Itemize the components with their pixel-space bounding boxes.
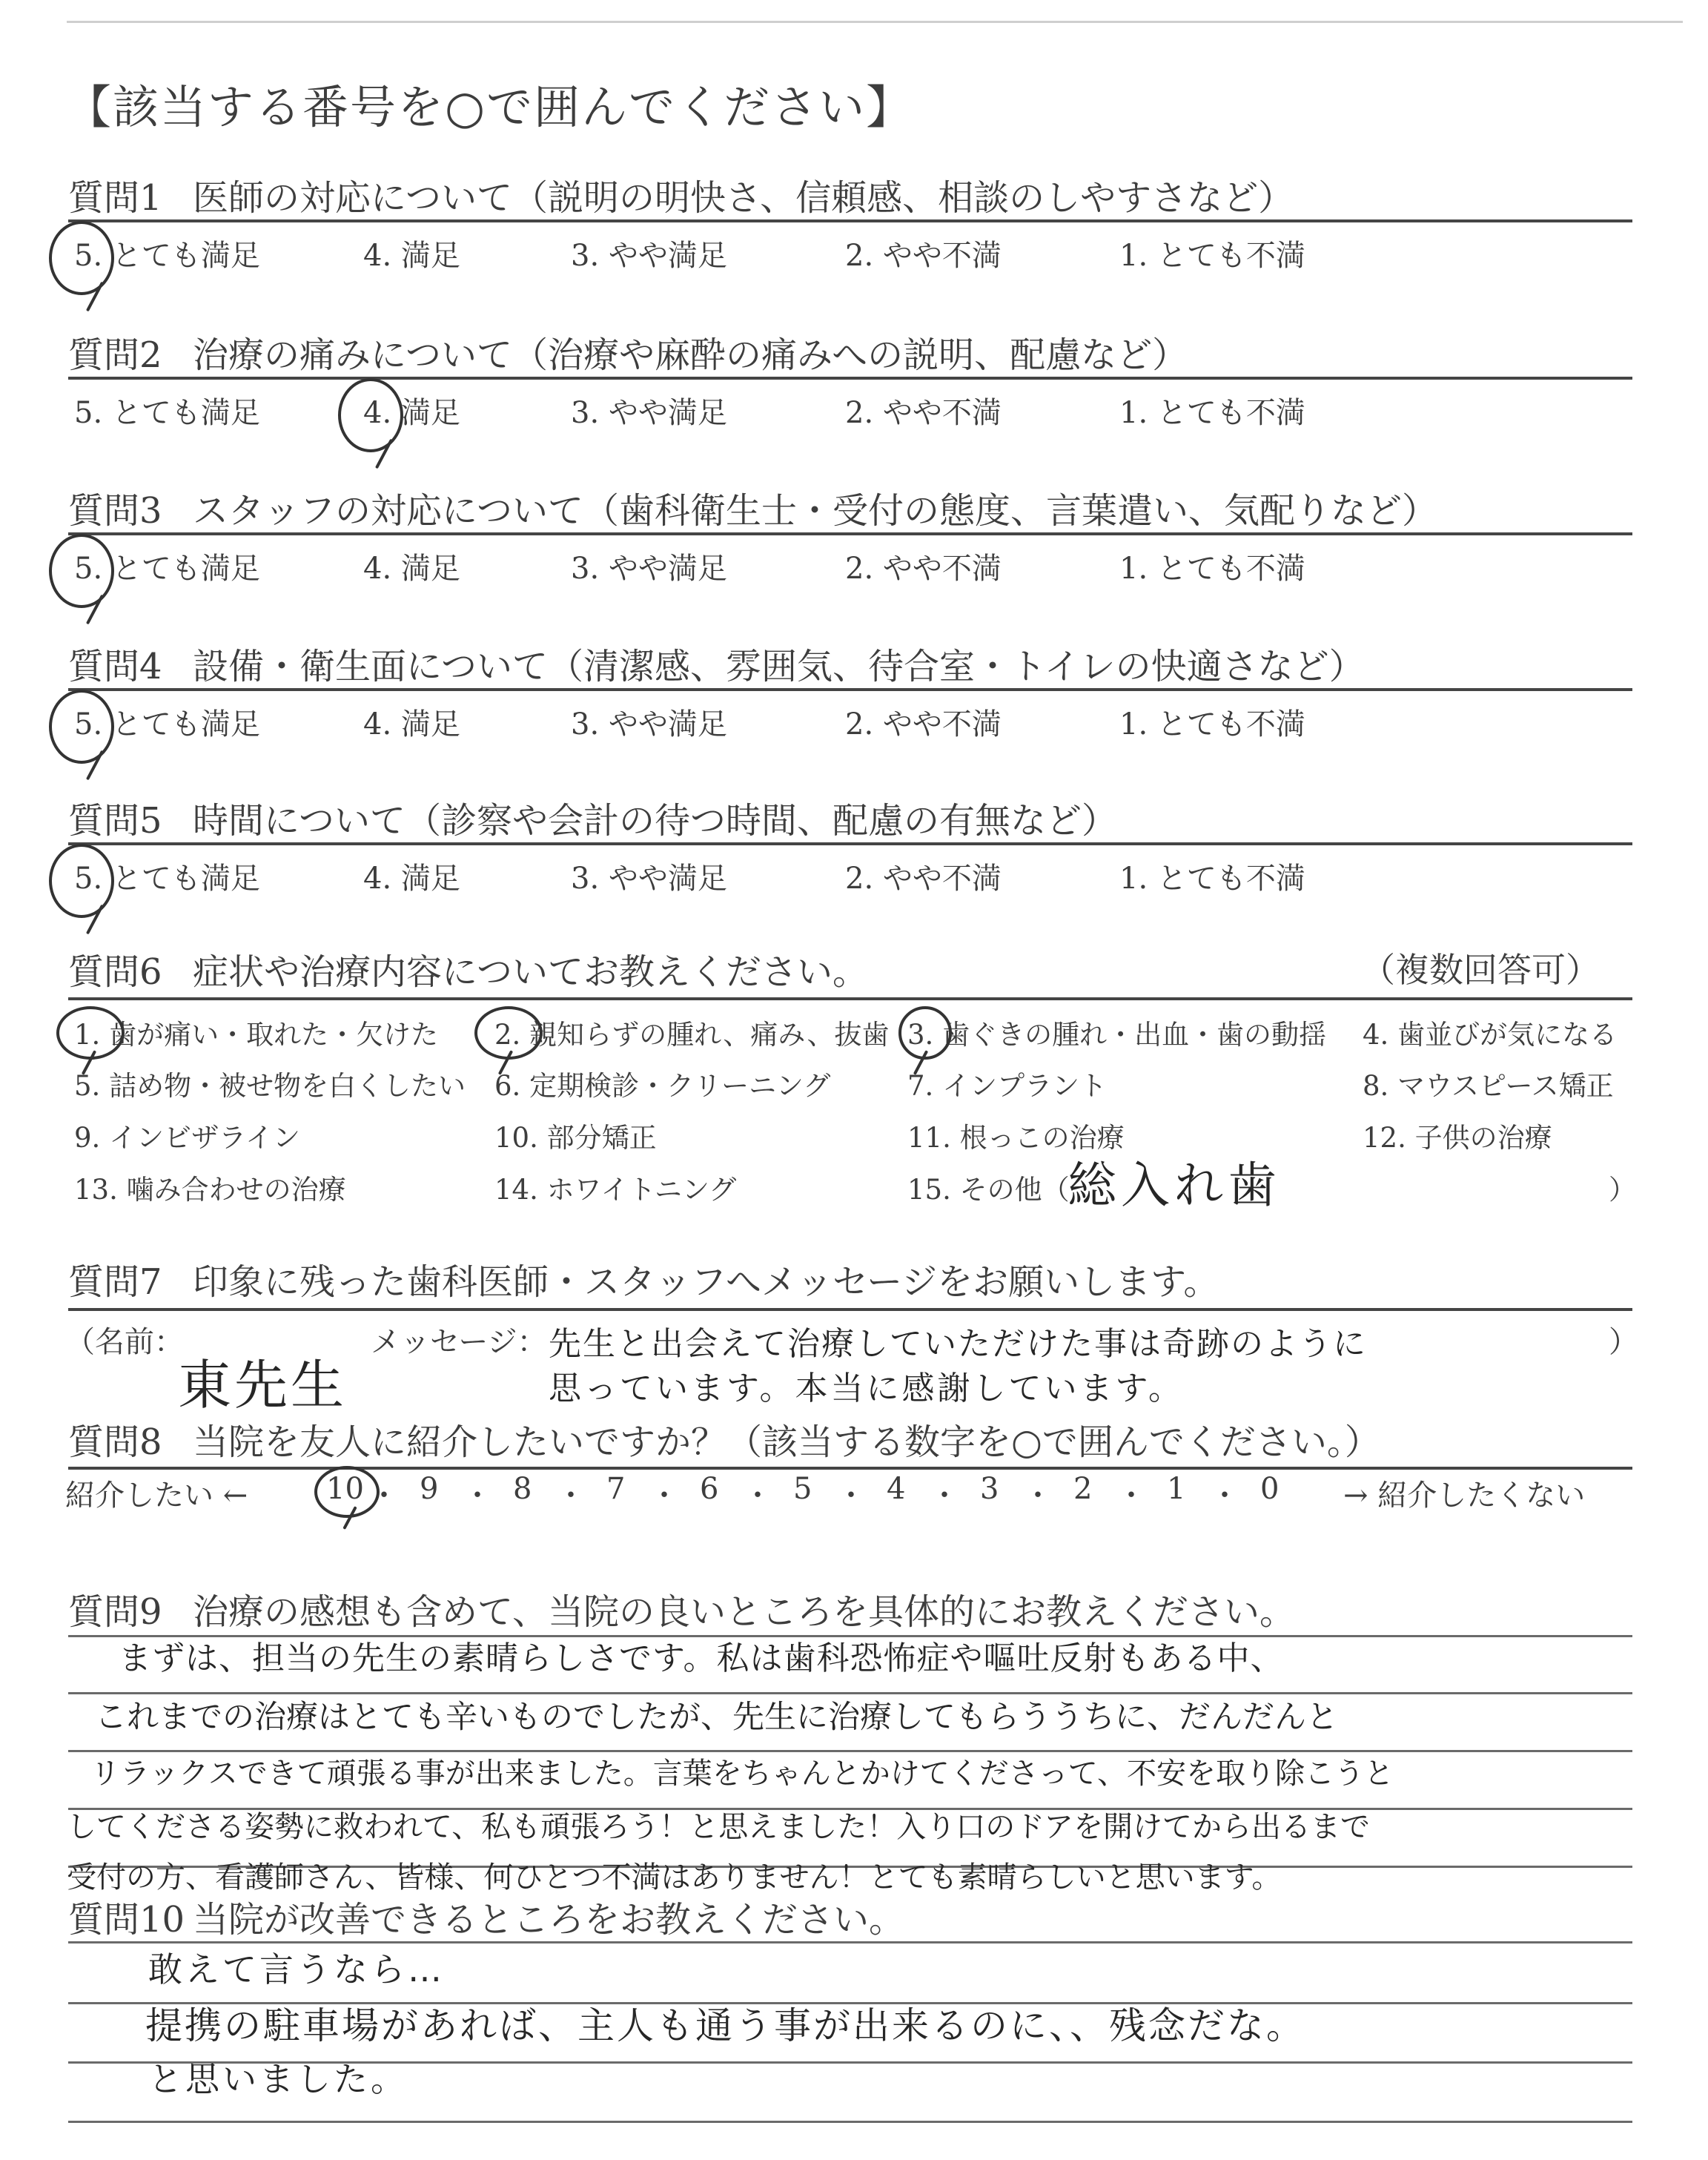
page-title: 【該当する番号を○で囲んでください】 <box>65 80 914 134</box>
q8-scale-3[interactable]: 3 <box>980 1472 999 1506</box>
selection-circle-q5 <box>49 844 114 918</box>
q3-option-3[interactable]: 3. やや満足 <box>571 552 727 586</box>
q2-option-5[interactable]: 5. とても満足 <box>74 396 260 430</box>
q5-option-3[interactable]: 3. やや満足 <box>571 862 727 896</box>
q6-other-handwritten: 総入れ歯 <box>1068 1157 1281 1214</box>
q5-option-5[interactable]: 5. とても満足 <box>74 862 260 896</box>
q2-number: 質問2 <box>68 334 162 376</box>
q6-item-5[interactable]: 5. 詰め物・被せ物を白くしたい <box>74 1070 466 1102</box>
q4-rule <box>68 688 1632 691</box>
q8-scale-0[interactable]: 0 <box>1260 1472 1280 1506</box>
q4-text: 設備・衛生面について（清潔感、雰囲気、待合室・トイレの快適さなど） <box>193 646 1365 687</box>
q6-item-12[interactable]: 12. 子供の治療 <box>1363 1122 1552 1154</box>
q1-option-3[interactable]: 3. やや満足 <box>571 239 727 273</box>
q6-item-10[interactable]: 10. 部分矯正 <box>494 1122 657 1154</box>
q9-answer-line-3: リラックスできて頑張る事が出来ました。言葉をちゃんとかけてくださって、不安を取り除こうと <box>90 1757 1394 1791</box>
q7-name-label: （名前： <box>65 1325 184 1359</box>
q2-title <box>68 326 1188 377</box>
q1-option-1[interactable]: 1. とても不満 <box>1119 239 1305 273</box>
q6-item-13[interactable]: 13. 噛み合わせの治療 <box>74 1174 346 1206</box>
q7-title <box>68 1253 1219 1304</box>
q7-message-label: メッセージ： <box>371 1325 547 1359</box>
q8-scale-separator: ・ <box>743 1479 772 1513</box>
q3-option-1[interactable]: 1. とても不満 <box>1119 552 1305 586</box>
q9-answer-line-1: まずは、担当の先生の素晴らしさです。私は歯科恐怖症や嘔吐反射もある中、 <box>119 1639 1284 1677</box>
q8-scale-4[interactable]: 4 <box>887 1472 906 1506</box>
q5-text: 時間について（診察や会計の待つ時間、配慮の有無など） <box>193 800 1118 842</box>
q8-scale-separator: ・ <box>836 1479 866 1513</box>
q4-option-3[interactable]: 3. やや満足 <box>571 707 727 742</box>
selection-circle-q8-10 <box>314 1466 380 1518</box>
q8-scale-9[interactable]: 9 <box>420 1472 439 1506</box>
selection-circle-q6-2 <box>474 1006 543 1060</box>
q3-title <box>68 482 1437 533</box>
q8-left-label: 紹介したい ← <box>65 1479 248 1513</box>
q7-message-line1: 先生と出会えて治療していただけた事は奇跡のように <box>549 1325 1367 1363</box>
q8-scale-separator: ・ <box>1210 1479 1239 1513</box>
q8-title <box>68 1413 1380 1464</box>
q8-scale-2[interactable]: 2 <box>1073 1472 1093 1506</box>
q3-option-4[interactable]: 4. 満足 <box>363 552 460 586</box>
q8-text: 当院を友人に紹介したいですか？（該当する数字を○で囲んでください。） <box>193 1421 1380 1463</box>
q6-item-1[interactable]: 1. 歯が痛い・取れた・欠けた <box>74 1019 439 1051</box>
q3-number: 質問3 <box>68 490 162 532</box>
q9-number: 質問9 <box>68 1591 162 1633</box>
q1-number: 質問1 <box>68 177 162 219</box>
q1-title <box>68 169 1294 220</box>
q6-rule <box>68 997 1632 1000</box>
selection-circle-q2 <box>338 378 403 452</box>
q6-item-11[interactable]: 11. 根っこの治療 <box>907 1122 1125 1154</box>
q4-option-1[interactable]: 1. とても不満 <box>1119 707 1305 742</box>
q4-option-5[interactable]: 5. とても満足 <box>74 707 260 742</box>
q10-title <box>68 1891 904 1942</box>
q9-answer-line-4: してくださる姿勢に救われて、私も頑張ろう！と思えました！入り口のドアを開けてから出るまで <box>67 1810 1370 1844</box>
q2-option-1[interactable]: 1. とても不満 <box>1119 396 1305 430</box>
q5-option-4[interactable]: 4. 満足 <box>363 862 460 896</box>
q5-option-1[interactable]: 1. とても不満 <box>1119 862 1305 896</box>
q8-right-label: → 紹介したくない <box>1343 1479 1586 1513</box>
q8-scale-separator: ・ <box>649 1479 679 1513</box>
q5-title <box>68 792 1117 843</box>
q7-rule <box>68 1308 1632 1311</box>
q2-option-4[interactable]: 4. 満足 <box>363 396 460 430</box>
q3-rule <box>68 532 1632 535</box>
q10-answer-line-2: 提携の駐車場があれば、主人も通う事が出来るのに、、残念だな。 <box>145 2004 1305 2047</box>
q6-item-15[interactable]: 15. その他（ <box>907 1174 1070 1206</box>
selection-circle-q6-1 <box>56 1006 125 1060</box>
q4-option-4[interactable]: 4. 満足 <box>363 707 460 742</box>
q1-option-2[interactable]: 2. やや不満 <box>845 239 1002 273</box>
q8-scale-1[interactable]: 1 <box>1167 1472 1186 1506</box>
q4-title <box>68 638 1365 689</box>
q10-number: 質問10 <box>68 1899 185 1941</box>
q2-option-3[interactable]: 3. やや満足 <box>571 396 727 430</box>
q8-scale-8[interactable]: 8 <box>513 1472 532 1506</box>
q5-rule <box>68 842 1632 845</box>
q10-answer-line-1: 敢えて言うなら… <box>148 1949 445 1989</box>
q8-scale-separator: ・ <box>463 1479 492 1513</box>
q10-answer-line-3: と思いました。 <box>148 2059 408 2099</box>
q2-option-2[interactable]: 2. やや不満 <box>845 396 1002 430</box>
q7-text: 印象に残った歯科医師・スタッフへメッセージをお願いします。 <box>193 1261 1219 1303</box>
q9-answer-line-2: これまでの治療はとても辛いものでしたが、先生に治療してもらううちに、だんだんと <box>95 1699 1338 1736</box>
q7-close: ） <box>1609 1325 1638 1359</box>
q2-rule <box>68 377 1632 380</box>
q6-other-close: ） <box>1609 1174 1636 1206</box>
q6-text: 症状や治療内容についてお教えください。 <box>193 951 869 993</box>
q7-name-handwritten: 東先生 <box>178 1354 348 1416</box>
q8-rule <box>68 1467 1632 1470</box>
selection-circle-q1 <box>49 221 114 295</box>
q8-scale-7[interactable]: 7 <box>606 1472 626 1506</box>
q6-item-6[interactable]: 6. 定期検診・クリーニング <box>494 1070 831 1102</box>
q6-title <box>68 943 868 994</box>
q1-option-4[interactable]: 4. 満足 <box>363 239 460 273</box>
q5-number: 質問5 <box>68 800 162 842</box>
q1-rule <box>68 219 1632 222</box>
q6-note: （複数回答可） <box>1361 950 1600 990</box>
q3-option-5[interactable]: 5. とても満足 <box>74 552 260 586</box>
q8-scale-separator: ・ <box>930 1479 959 1513</box>
q8-scale-separator: ・ <box>556 1479 586 1513</box>
q10-line <box>68 2121 1632 2123</box>
q6-number: 質問6 <box>68 951 162 993</box>
q5-option-2[interactable]: 2. やや不満 <box>845 862 1002 896</box>
q2-text: 治療の痛みについて（治療や麻酔の痛みへの説明、配慮など） <box>193 334 1188 376</box>
q7-number: 質問7 <box>68 1261 162 1303</box>
q8-scale-separator: ・ <box>369 1479 399 1513</box>
selection-circle-q4 <box>49 690 114 764</box>
selection-circle-q3 <box>49 534 114 608</box>
top-edge-line <box>67 21 1683 23</box>
q6-item-3[interactable]: 3. 歯ぐきの腫れ・出血・歯の動揺 <box>907 1019 1327 1051</box>
q6-item-4[interactable]: 4. 歯並びが気になる <box>1363 1019 1618 1051</box>
q9-title <box>68 1583 1295 1634</box>
q1-text: 医師の対応について（説明の明快さ、信頼感、相談のしやすさなど） <box>193 177 1294 219</box>
q8-scale-10[interactable]: 10 <box>326 1472 364 1506</box>
q8-scale-5[interactable]: 5 <box>793 1472 812 1506</box>
q10-text: 当院が改善できるところをお教えください。 <box>193 1899 905 1941</box>
q6-item-2[interactable]: 2. 親知らずの腫れ、痛み、抜歯 <box>494 1019 890 1051</box>
q3-text: スタッフの対応について（歯科衛生士・受付の態度、言葉遣い、気配りなど） <box>193 490 1438 532</box>
q6-item-14[interactable]: 14. ホワイトニング <box>494 1174 737 1206</box>
q8-scale-separator: ・ <box>1023 1479 1053 1513</box>
q7-message-line2: 思っています。本当に感謝しています。 <box>549 1370 1184 1407</box>
q8-scale-6[interactable]: 6 <box>700 1472 719 1506</box>
q3-option-2[interactable]: 2. やや不満 <box>845 552 1002 586</box>
q8-number: 質問8 <box>68 1421 162 1463</box>
q9-text: 治療の感想も含めて、当院の良いところを具体的にお教えください。 <box>193 1591 1296 1633</box>
q6-item-7[interactable]: 7. インプラント <box>907 1070 1108 1102</box>
q6-item-9[interactable]: 9. インビザライン <box>74 1122 300 1154</box>
q4-option-2[interactable]: 2. やや不満 <box>845 707 1002 742</box>
q1-option-5[interactable]: 5. とても満足 <box>74 239 260 273</box>
q8-scale-separator: ・ <box>1116 1479 1146 1513</box>
q9-answer-line-5: 受付の方、看護師さん、皆様、何ひとつ不満はありません！とても素晴らしいと思います。 <box>67 1860 1282 1895</box>
q4-number: 質問4 <box>68 646 162 687</box>
q6-item-8[interactable]: 8. マウスピース矯正 <box>1363 1070 1614 1102</box>
